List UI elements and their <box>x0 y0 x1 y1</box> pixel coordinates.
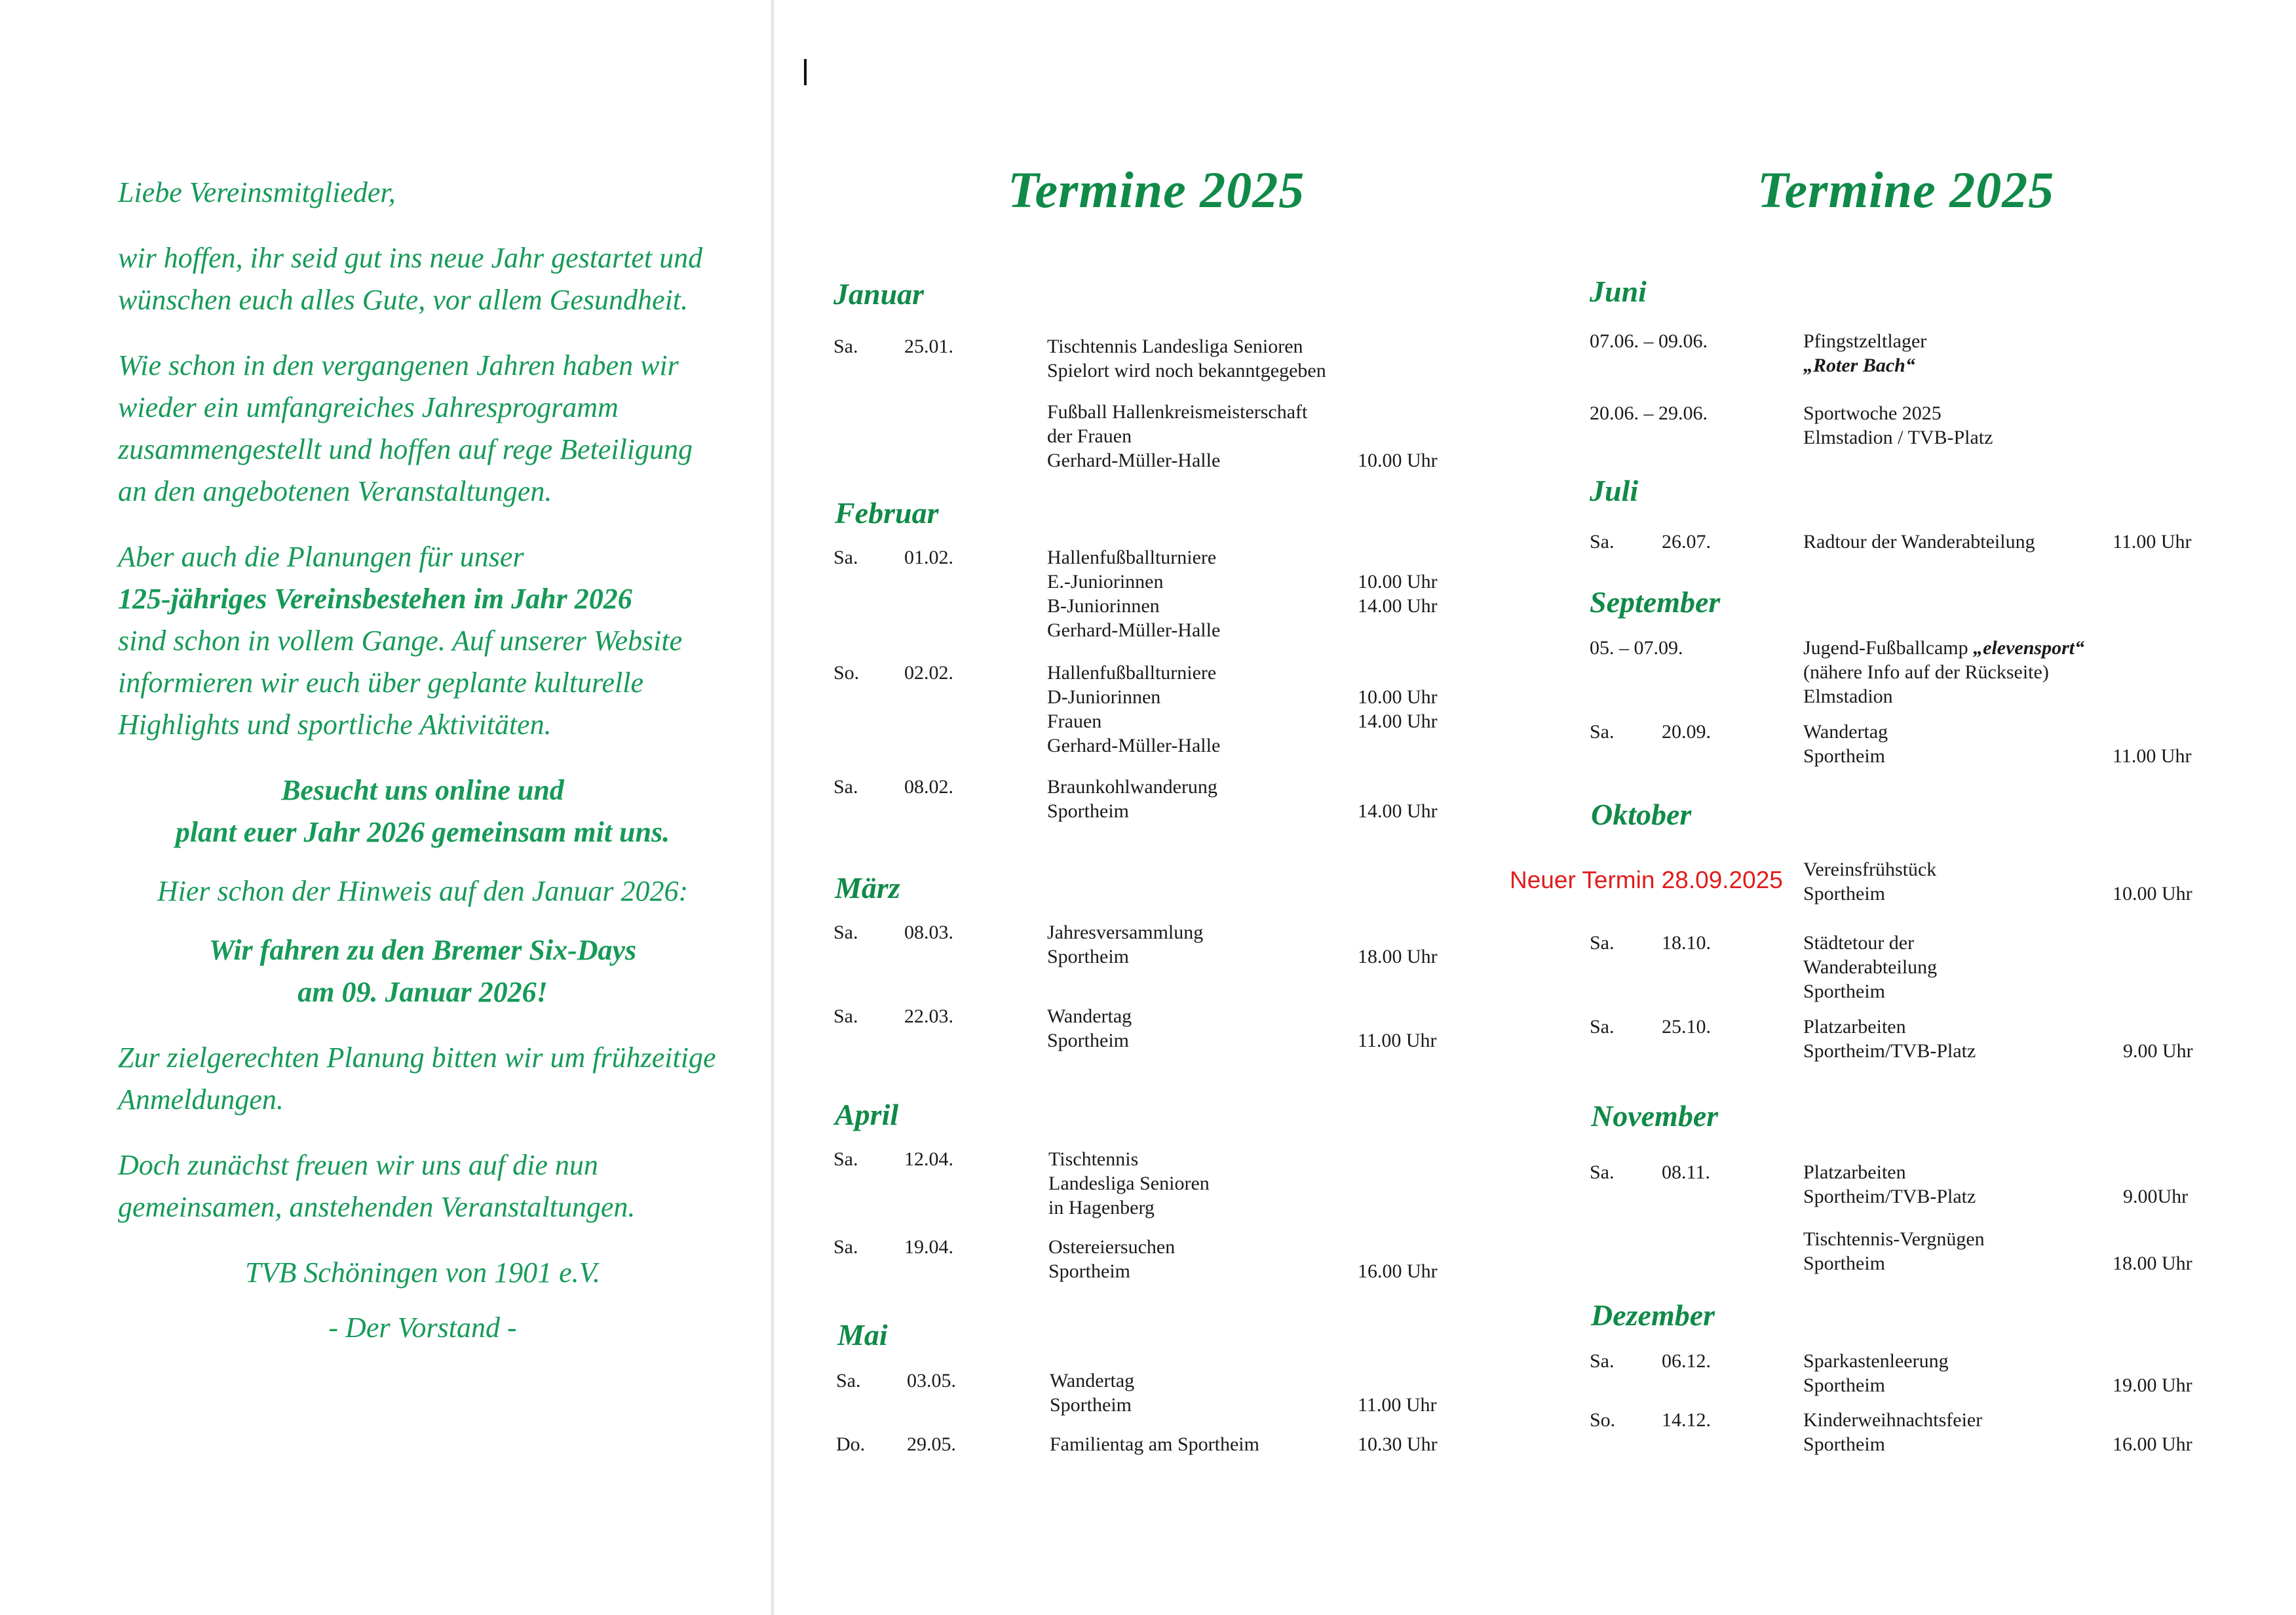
entry-desc: Sparkastenleerung Sportheim <box>1803 1350 1949 1396</box>
entry-day: Sa. <box>1590 531 1615 553</box>
entry-day: Sa. <box>833 776 858 798</box>
scan-mark <box>804 59 807 85</box>
entry-desc: Fußball Hallenkreismeisterschaft der Frauen Gerhard-Müller-Halle <box>1047 401 1308 471</box>
month-februar: Februar <box>835 496 939 530</box>
entry-date: 08.11. <box>1662 1161 1710 1183</box>
club-name: TVB Schöningen von 1901 e.V. <box>245 1256 600 1289</box>
col2-title: Termine 2025 <box>1757 161 2055 218</box>
entry-time: 9.00Uhr <box>2123 1186 2189 1207</box>
entry-date: 02.02. <box>904 662 953 684</box>
letter-paragraph-4: Zur zielgerechten Planung bitten wir um frühzeitige Anmeldungen. <box>118 1041 716 1116</box>
entry-desc: Tischtennis Landesliga Senioren Spielort wird noch bekanntgegeben <box>1047 336 1326 381</box>
entry-desc: Familientag am Sportheim <box>1050 1433 1259 1455</box>
letter-paragraph-2: Wie schon in den vergangenen Jahren haben wir wieder ein umfangreiches Jahresprogramm zusammengestellt und hoffen auf rege Beteiligung an den angebotenen Veranstaltungen. <box>118 349 693 507</box>
entry-day: Sa. <box>836 1370 861 1391</box>
page-fold <box>771 0 775 1615</box>
greeting: Liebe Vereinsmitglieder, <box>118 176 396 208</box>
entry-date: 29.05. <box>907 1433 956 1455</box>
entry-date: 20.09. <box>1662 721 1711 743</box>
entry-day: Sa. <box>833 336 858 357</box>
entry-desc: Pfingstzeltlager <box>1803 330 1927 352</box>
entry-desc: Wandertag Sportheim <box>1803 721 1888 767</box>
entry-day: 07.06. – 09.06. <box>1590 330 1708 352</box>
camp-text: Jugend-Fußballcamp <box>1803 637 1974 659</box>
entry-day: 20.06. – 29.06. <box>1590 402 1708 424</box>
entry-day: Sa. <box>833 1148 858 1170</box>
entry-day: So. <box>833 662 860 684</box>
entry-desc: Sportwoche 2025 Elmstadion / TVB-Platz <box>1803 402 1993 448</box>
anniversary-text: 125-jähriges Vereinsbestehen im Jahr 2026 <box>118 583 632 615</box>
entry-time: 10.30 Uhr <box>1358 1433 1438 1455</box>
entry-time: 10.00 Uhr <box>2113 883 2192 905</box>
entry-time: 10.00 Uhr 14.00 Uhr <box>1358 571 1438 617</box>
entry-date: 26.07. <box>1662 531 1711 553</box>
letter-paragraph-5: Doch zunächst freuen wir uns auf die nun gemeinsamen, anstehenden Veranstaltungen. <box>118 1149 636 1223</box>
entry-day: Sa. <box>833 922 858 943</box>
entry-desc: Vereinsfrühstück Sportheim <box>1803 859 1937 905</box>
month-juni: Juni <box>1590 275 1647 308</box>
entry-date: 12.04. <box>904 1148 953 1170</box>
entry-time: 11.00 Uhr <box>1358 1030 1437 1051</box>
board-signature: - Der Vorstand - <box>328 1312 517 1344</box>
six-days-line-1: Wir fahren zu den Bremer Six-Days <box>208 934 637 966</box>
entry-time: 9.00 Uhr <box>2123 1040 2193 1062</box>
entry-date: 14.12. <box>1662 1409 1711 1431</box>
entry-date: 06.12. <box>1662 1350 1711 1372</box>
month-april: April <box>835 1098 899 1131</box>
entry-date: 08.02. <box>904 776 953 798</box>
online-callout <box>118 769 727 853</box>
entry-day: Sa. <box>1590 932 1615 954</box>
online-line-1: Besucht uns online und <box>281 774 564 806</box>
entry-date: 19.04. <box>904 1236 953 1258</box>
entry-time: 16.00 Uhr <box>2113 1433 2192 1455</box>
entry-desc: Hallenfußballturniere E.-Juniorinnen B-Juniorinnen Gerhard-Müller-Halle <box>1047 547 1221 641</box>
entry-time: 10.00 Uhr <box>1358 450 1438 471</box>
entry-date: 01.02. <box>904 547 953 568</box>
six-days-line-2: am 09. Januar 2026! <box>297 976 548 1008</box>
entry-day: Sa. <box>833 1236 858 1258</box>
entry-time: 14.00 Uhr <box>1358 800 1438 822</box>
entry-desc: Platzarbeiten Sportheim/TVB-Platz <box>1803 1016 1976 1062</box>
entry-desc: Braunkohlwanderung Sportheim <box>1047 776 1217 822</box>
camp-name: „elevensport“ <box>1973 637 2085 659</box>
entry-day: So. <box>1590 1409 1616 1431</box>
month-januar: Januar <box>833 277 925 311</box>
entry-desc: Tischtennis-Vergnügen Sportheim <box>1803 1228 1985 1274</box>
entry-date: 25.01. <box>904 336 953 357</box>
entry-time: 18.00 Uhr <box>1358 946 1438 967</box>
letter <box>118 172 727 1372</box>
entry-time: 11.00 Uhr <box>2113 745 2192 767</box>
entry-day: 05. – 07.09. <box>1590 637 1683 659</box>
entry-date: 22.03. <box>904 1005 953 1027</box>
entry-desc-bold: „Roter Bach“ <box>1803 355 1915 376</box>
online-line-2: plant euer Jahr 2026 gemeinsam mit uns. <box>175 816 670 848</box>
new-date-note: Neuer Termin 28.09.2025 <box>1510 866 1783 893</box>
entry-time: 16.00 Uhr <box>1358 1260 1438 1282</box>
entry-desc: Hallenfußballturniere D-Juniorinnen Frauen Gerhard-Müller-Halle <box>1047 662 1221 756</box>
hint-text: Hier schon der Hinweis auf den Januar 2026: <box>157 875 689 907</box>
six-days-callout <box>118 929 727 1013</box>
entry-date: 03.05. <box>907 1370 956 1391</box>
entry-time: 19.00 Uhr <box>2113 1374 2192 1396</box>
entry-date: 08.03. <box>904 922 953 943</box>
entry-time: 11.00 Uhr <box>2113 531 2192 553</box>
entry-day: Sa. <box>1590 1161 1615 1183</box>
month-dezember: Dezember <box>1591 1298 1715 1332</box>
entry-desc: Wandertag Sportheim <box>1047 1005 1132 1051</box>
entry-date: 25.10. <box>1662 1016 1711 1038</box>
entry-day: Sa. <box>1590 1016 1615 1038</box>
p3-intro: Aber auch die Planungen für unser <box>118 541 524 573</box>
entry-day: Sa. <box>1590 721 1615 743</box>
entry-desc: Jahresversammlung Sportheim <box>1047 922 1204 967</box>
entry-date: 18.10. <box>1662 932 1711 954</box>
entry-desc: Kinderweihnachtsfeier Sportheim <box>1803 1409 1983 1455</box>
month-maerz: März <box>835 871 900 905</box>
month-mai: Mai <box>837 1318 888 1352</box>
entry-desc <box>1803 636 2084 660</box>
letter-paragraph-1: wir hoffen, ihr seid gut ins neue Jahr gestartet und wünschen euch alles Gute, vor allem Gesundheit. <box>118 242 703 316</box>
entry-desc: Tischtennis Landesliga Senioren in Hagenberg <box>1048 1148 1210 1218</box>
entry-day: Sa. <box>833 547 858 568</box>
entry-time: 11.00 Uhr <box>1358 1394 1437 1416</box>
col1-title: Termine 2025 <box>1008 161 1305 218</box>
entry-day: Sa. <box>1590 1350 1615 1372</box>
entry-desc: Ostereiersuchen Sportheim <box>1048 1236 1176 1282</box>
entry-desc: Platzarbeiten Sportheim/TVB-Platz <box>1803 1161 1976 1207</box>
entry-time: 10.00 Uhr 14.00 Uhr <box>1358 686 1438 732</box>
entry-desc: Wandertag Sportheim <box>1050 1370 1135 1416</box>
month-november: November <box>1591 1099 1719 1133</box>
month-oktober: Oktober <box>1591 798 1692 831</box>
p3-rest: sind schon in vollem Gange. Auf unserer Website informieren wir euch über geplante kulturelle Highlights und sportliche Aktivitäten. <box>118 625 683 741</box>
entry-day: Sa. <box>833 1005 858 1027</box>
entry-desc: Radtour der Wanderabteilung <box>1803 531 2035 553</box>
month-juli: Juli <box>1590 474 1639 507</box>
entry-desc: (nähere Info auf der Rückseite) Elmstadion <box>1803 661 2049 707</box>
entry-time: 18.00 Uhr <box>2113 1253 2192 1274</box>
month-september: September <box>1590 585 1721 619</box>
letter-paragraph-3 <box>118 536 727 746</box>
entry-desc: Städtetour der Wanderabteilung Sportheim <box>1803 932 1938 1002</box>
entry-day: Do. <box>836 1433 866 1455</box>
